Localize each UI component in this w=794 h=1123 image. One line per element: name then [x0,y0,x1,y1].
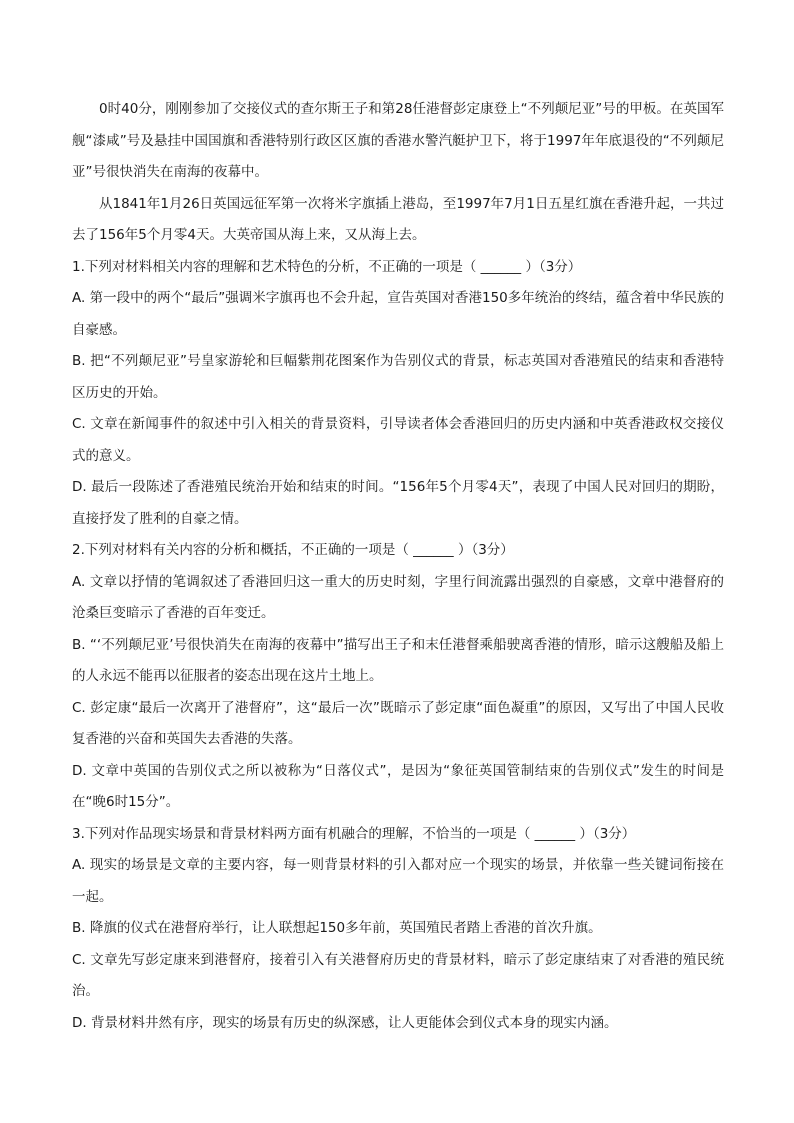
question-3-option-d: D. 背景材料井然有序，现实的场景有历史的纵深感，让人更能体会到仪式本身的现实内涵。 [72,1014,618,1031]
question-2-option-c: C. 彭定康“最后一次离开了港督府”，这“最后一次”既暗示了彭定康“面色凝重”的原因，又写出了中国人民收复香港的兴奋和英国失去香港的失落。 [72,699,724,747]
document-page [72,94,724,1039]
question-1-option-a: A. 第一段中的两个“最后”强调米字旗再也不会升起，宣告英国对香港150多年统治的终结，蕴含着中华民族的自豪感。 [72,290,724,338]
question-1-stem: 1.下列对材料相关内容的理解和艺术特色的分析，不正确的一项是（ ______ ）（3分） [72,258,582,275]
question-3-option-b: B. 降旗的仪式在港督府举行，让人联想起150多年前，英国殖民者踏上香港的首次升旗。 [72,920,602,936]
question-2-option-d: D. 文章中英国的告别仪式之所以被称为“日落仪式”，是因为“象征英国管制结束的告别仪式”发生的时间是在“晚6时15分”。 [72,762,724,810]
question-1-option-d: D. 最后一段陈述了香港殖民统治开始和结束的时间。“156年5个月零4天”，表现了中国人民对回归的期盼，直接抒发了胜利的自豪之情。 [72,479,724,527]
question-2-option-b: B. “‘不列颠尼亚’号很快消失在南海的夜幕中”描写出王子和末任港督乘船驶离香港的情形，暗示这艘船及船上的人永远不能再以征服者的姿态出现在这片土地上。 [72,636,724,684]
question-3-option-c: C. 文章先写彭定康来到港督府，接着引入有关港督府历史的背景材料，暗示了彭定康结束了对香港的殖民统治。 [72,951,724,999]
passage-paragraph-1: 0时40分，刚刚参加了交接仪式的查尔斯王子和第28任港督彭定康登上“不列颠尼亚”号的甲板。在英国军舰“漆咸”号及悬挂中国国旗和香港特别行政区区旗的香港水警汽艇护卫下，将于1997年年底退役的“不列颠尼亚”号很快消失在南海的夜幕中。 [72,101,724,180]
question-3-stem: 3.下列对作品现实场景和背景材料两方面有机融合的理解，不恰当的一项是（ ______ ）（3分） [72,825,636,842]
question-1-option-c: C. 文章在新闻事件的叙述中引入相关的背景资料，引导读者体会香港回归的历史内涵和中英香港政权交接仪式的意义。 [72,416,724,464]
passage-paragraph-2: 从1841年1月26日英国远征军第一次将米字旗插上港岛，至1997年7月1日五星红旗在香港升起，一共过去了156年5个月零4天。大英帝国从海上来，又从海上去。 [72,195,724,243]
question-1-option-b: B. 把“不列颠尼亚”号皇家游轮和巨幅紫荆花图案作为告别仪式的背景，标志英国对香港殖民的结束和香港特区历史的开始。 [72,353,724,401]
question-2-option-a: A. 文章以抒情的笔调叙述了香港回归这一重大的历史时刻，字里行间流露出强烈的自豪感，文章中港督府的沧桑巨变暗示了香港的百年变迁。 [72,573,724,621]
question-3-option-a: A. 现实的场景是文章的主要内容，每一则背景材料的引入都对应一个现实的场景，并依靠一些关键词衔接在一起。 [72,857,724,905]
question-2-stem: 2.下列对材料有关内容的分析和概括，不正确的一项是（ ______ ）（3分） [72,542,514,558]
